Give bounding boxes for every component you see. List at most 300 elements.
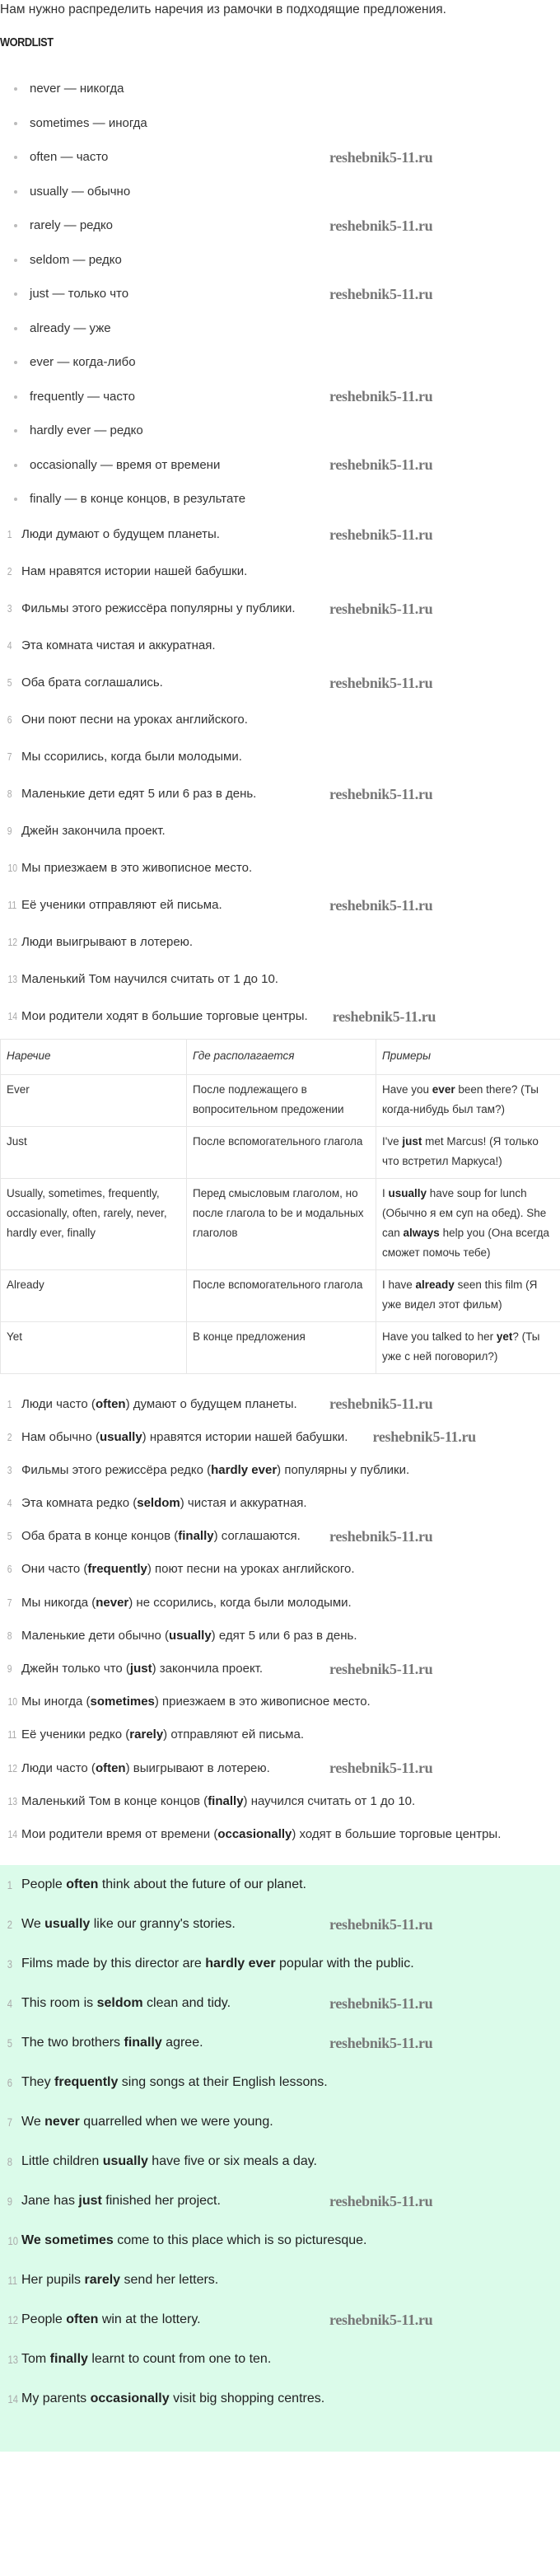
item-text: [21, 1592, 352, 1614]
text-segment: ) поют песни на уроках английского.: [147, 1562, 355, 1577]
bold-adverb: just: [78, 2194, 102, 2209]
text-segment: ) выигрывают в лотерею.: [125, 1760, 270, 1775]
item-number: 5: [7, 1530, 12, 1543]
wordlist-item-label: finally — в конце концов, в результате: [30, 492, 246, 506]
cell-example: [376, 1321, 560, 1373]
item-number: 14: [7, 1010, 18, 1022]
answer-item: [0, 2023, 560, 2063]
bold-adverb: never: [44, 2115, 80, 2130]
text-segment: Мы никогда (: [21, 1595, 96, 1610]
item-text: Нам нравятся истории нашей бабушки.: [21, 564, 248, 578]
item-number: 11: [7, 2274, 18, 2288]
item-text: [21, 1690, 371, 1713]
watermark: reshebnik5-11.ru: [329, 2312, 433, 2329]
item-number: 4: [7, 1497, 12, 1510]
text-segment: I have: [382, 1278, 416, 1291]
bold-adverb: rarely: [84, 2273, 121, 2288]
item-text: Мои родители ходят в большие торговые центры.: [21, 1009, 308, 1023]
item-text: Её ученики отправляют ей письма.: [21, 898, 222, 912]
item-text: [21, 1757, 270, 1779]
bold-adverb: often: [95, 1760, 126, 1775]
answer-item: [0, 2142, 560, 2181]
item-number: 1: [7, 528, 12, 540]
cell-adverb: Yet: [1, 1321, 187, 1373]
watermark: reshebnik5-11.ru: [329, 1396, 433, 1412]
item-number: 13: [7, 1794, 18, 1807]
item-number: 5: [7, 676, 12, 689]
watermark: reshebnik5-11.ru: [329, 601, 433, 617]
item-text: [21, 2073, 328, 2092]
cell-position: После вспомогательного глагола: [187, 1126, 376, 1178]
text-segment: visit big shopping centres.: [169, 2391, 325, 2406]
wordlist-item: [0, 175, 560, 209]
cell-adverb: Already: [1, 1269, 187, 1321]
task-sentence: [0, 739, 560, 776]
watermark: reshebnik5-11.ru: [329, 456, 433, 473]
translation-item: [0, 1751, 560, 1784]
bold-adverb: finally: [208, 1793, 244, 1808]
bullet-icon: [14, 327, 17, 330]
text-segment: have soup for lunch (Обычно я ем суп на обед). She can: [382, 1186, 547, 1239]
wordlist-item: [0, 380, 560, 414]
text-segment: Оба брата в конце концов (: [21, 1529, 179, 1544]
text-segment: finished her project.: [101, 2194, 221, 2209]
item-number: 7: [7, 2115, 13, 2130]
text-segment: agree.: [161, 2036, 203, 2050]
table-row: [1, 1126, 560, 1178]
text-segment: My parents: [21, 2391, 91, 2406]
text-segment: Эта комната редко (: [21, 1496, 138, 1511]
item-number: 6: [7, 2076, 13, 2090]
bold-adverb: always: [403, 1226, 440, 1239]
item-text: [21, 2153, 317, 2171]
bullet-icon: [14, 498, 17, 501]
translation-list: [0, 1387, 560, 1851]
bullet-icon: [14, 429, 17, 432]
text-segment: ) едят 5 или 6 раз в день.: [211, 1628, 357, 1643]
item-number: 1: [7, 1878, 13, 1892]
bullet-icon: [14, 292, 17, 296]
task-sentence: [0, 702, 560, 739]
item-number: 14: [7, 2392, 19, 2406]
bold-adverb: usually: [44, 1917, 91, 1932]
text-segment: This room is: [21, 1996, 97, 2011]
bullet-icon: [14, 395, 17, 399]
bold-adverb: frequently: [87, 1562, 147, 1577]
text-segment: We: [21, 2115, 45, 2130]
cell-position: После подлежащего в вопросительном предожении: [187, 1074, 376, 1126]
translation-item: [0, 1586, 560, 1619]
wordlist-item-label: rarely — редко: [30, 218, 114, 232]
item-number: 10: [7, 2234, 19, 2248]
item-text: [21, 1558, 355, 1580]
item-text: Джейн закончила проект.: [21, 824, 166, 838]
wordlist-item: [0, 277, 560, 311]
translation-item: [0, 1817, 560, 1850]
table-row: [1, 1074, 560, 1126]
task-sentence: [0, 628, 560, 665]
answer-item: [0, 1984, 560, 2023]
task-sentence: [0, 887, 560, 924]
wordlist-item-label: ever — когда-либо: [30, 355, 136, 369]
bold-adverb: usually: [168, 1628, 212, 1643]
header-position: Где располагается: [187, 1039, 376, 1074]
wordlist-item-label: already — уже: [30, 320, 111, 335]
bold-adverb: sometimes: [90, 1695, 155, 1709]
watermark: reshebnik5-11.ru: [329, 786, 433, 802]
wordlist-item-label: frequently — часто: [30, 389, 135, 404]
text-segment: like our granny's stories.: [90, 1917, 236, 1932]
bold-adverb: usually: [102, 2154, 148, 2169]
answer-item: [0, 2102, 560, 2142]
text-segment: come to this place which is so picturesque.: [113, 2233, 367, 2248]
item-text: [21, 2113, 273, 2131]
text-segment: Они часто (: [21, 1562, 88, 1577]
item-text: [21, 1393, 297, 1415]
answer-item: [0, 2340, 560, 2379]
wordlist-item-label: often — часто: [30, 150, 109, 164]
text-segment: think about the future of our planet.: [98, 1877, 306, 1892]
table-header-row: [1, 1039, 560, 1074]
bold-adverb: just: [402, 1134, 422, 1148]
text-segment: ) думают о будущем планеты.: [125, 1396, 297, 1411]
bullet-icon: [14, 156, 17, 159]
table-row: [1, 1178, 560, 1269]
bold-adverb: already: [415, 1278, 455, 1291]
item-text: [21, 1459, 409, 1481]
adverb-position-table: [0, 1039, 560, 1374]
bold-adverb: finally: [124, 2036, 162, 2050]
translation-item: [0, 1519, 560, 1552]
wordlist-item: [0, 208, 560, 243]
bold-adverb: occasionally: [90, 2391, 170, 2406]
item-number: 14: [7, 1827, 18, 1840]
bold-adverb: finally: [49, 2352, 88, 2367]
item-number: 7: [7, 1596, 12, 1609]
wordlist-item: [0, 448, 560, 483]
text-segment: Маленькие дети обычно (: [21, 1628, 169, 1643]
watermark: reshebnik5-11.ru: [329, 1660, 433, 1677]
wordlist-item: [0, 311, 560, 346]
translation-item: [0, 1387, 560, 1420]
text-segment: Люди часто (: [21, 1760, 96, 1775]
cell-position: После вспомогательного глагола: [187, 1269, 376, 1321]
translation-item: [0, 1619, 560, 1652]
text-segment: Мы иногда (: [21, 1695, 91, 1709]
bold-adverb: occasionally: [217, 1826, 292, 1841]
text-segment: send her letters.: [120, 2273, 219, 2288]
wordlist-item: [0, 243, 560, 278]
bold-adverb: often: [66, 1877, 99, 1892]
bullet-icon: [14, 87, 17, 91]
answer-item: [0, 2379, 560, 2419]
watermark: reshebnik5-11.ru: [329, 526, 433, 543]
bold-adverb: seldom: [96, 1996, 143, 2011]
text-segment: ) ходят в большие торговые центры.: [292, 1826, 502, 1841]
cell-adverb: Usually, sometimes, frequently, occasionally, often, rarely, never, hardly ever, finally: [1, 1178, 187, 1269]
bold-adverb: often: [66, 2312, 99, 2327]
answer-item: [0, 1905, 560, 1944]
wordlist-item-label: seldom — редко: [30, 252, 122, 267]
wordlist-item-label: sometimes — иногда: [30, 115, 147, 130]
item-number: 13: [7, 973, 18, 985]
cell-adverb: Ever: [1, 1074, 187, 1126]
wordlist-item: [0, 106, 560, 141]
translation-item: [0, 1552, 560, 1585]
text-segment: ) нравятся истории нашей бабушки.: [142, 1429, 348, 1444]
bold-adverb: We sometimes: [21, 2233, 114, 2248]
translation-item: [0, 1784, 560, 1817]
item-text: [21, 1426, 348, 1448]
text-segment: ) закончила проект.: [152, 1662, 264, 1676]
task-sentence: [0, 850, 560, 887]
translation-item: [0, 1652, 560, 1685]
item-number: 3: [7, 602, 12, 615]
item-text: [21, 2232, 366, 2250]
text-segment: I: [382, 1186, 389, 1199]
text-segment: Джейн только что (: [21, 1662, 130, 1676]
item-text: [21, 1994, 231, 2013]
text-segment: They: [21, 2075, 55, 2090]
item-number: 8: [7, 788, 12, 800]
answer-item: [0, 2181, 560, 2221]
item-number: 9: [7, 1662, 12, 1675]
watermark: reshebnik5-11.ru: [329, 1916, 433, 1933]
bold-adverb: finally: [178, 1529, 214, 1544]
text-segment: ) приезжаем в это живописное место.: [154, 1695, 371, 1709]
item-number: 9: [7, 2195, 13, 2209]
item-text: Фильмы этого режиссёра популярны у публики.: [21, 601, 296, 615]
text-segment: Её ученики редко (: [21, 1727, 130, 1742]
watermark: reshebnik5-11.ru: [329, 2035, 433, 2052]
item-text: [21, 1492, 307, 1514]
bullet-icon: [14, 259, 17, 262]
wordlist-item: [0, 72, 560, 106]
text-segment: Мои родители время от времени (: [21, 1826, 218, 1841]
header-adverb: Наречие: [1, 1039, 187, 1074]
task-sentence: [0, 998, 560, 1036]
item-text: Люди выигрывают в лотерею.: [21, 935, 194, 949]
item-text: [21, 1657, 263, 1680]
bold-adverb: often: [95, 1396, 126, 1411]
watermark: reshebnik5-11.ru: [329, 285, 433, 302]
answer-item: [0, 2260, 560, 2300]
item-number: 1: [7, 1397, 12, 1410]
item-number: 7: [7, 750, 12, 763]
wordlist-item: [0, 140, 560, 175]
watermark: reshebnik5-11.ru: [329, 2193, 433, 2210]
cell-position: Перед смысловым глаголом, но после глагола to be и модальных глаголов: [187, 1178, 376, 1269]
text-segment: People: [21, 1877, 67, 1892]
item-number: 3: [7, 1957, 13, 1971]
cell-example: [376, 1074, 560, 1126]
bullet-icon: [14, 122, 17, 125]
bullet-icon: [14, 190, 17, 194]
text-segment: Маленький Том в конце концов (: [21, 1793, 208, 1808]
text-segment: Tom: [21, 2352, 50, 2367]
item-text: [21, 2271, 218, 2289]
item-number: 12: [7, 1761, 18, 1774]
task-sentence: [0, 961, 560, 998]
task-sentence: [0, 924, 560, 961]
task-sentence: [0, 517, 560, 554]
bullet-icon: [14, 361, 17, 364]
item-number: 12: [7, 2313, 19, 2327]
cell-example: [376, 1269, 560, 1321]
watermark: reshebnik5-11.ru: [329, 1527, 433, 1545]
item-text: [21, 2390, 324, 2408]
text-segment: ) отправляют ей письма.: [163, 1727, 305, 1742]
text-segment: help you (Она всегда сможет помочь тебе): [382, 1226, 550, 1259]
translation-item: [0, 1420, 560, 1453]
text-segment: ) популярны у публики.: [277, 1462, 410, 1477]
header-examples: Примеры: [376, 1039, 560, 1074]
wordlist-item-label: hardly ever — редко: [30, 423, 143, 437]
translation-item: [0, 1718, 560, 1751]
bullet-icon: [14, 224, 17, 227]
item-number: 5: [7, 2036, 13, 2050]
watermark: reshebnik5-11.ru: [372, 1428, 476, 1446]
text-segment: Jane has: [21, 2194, 79, 2209]
cell-example: [376, 1178, 560, 1269]
item-text: [21, 2034, 203, 2052]
answer-item: [0, 1865, 560, 1905]
item-text: [21, 1876, 306, 1894]
item-text: Люди думают о будущем планеты.: [21, 527, 220, 541]
item-number: 4: [7, 1997, 13, 2011]
bold-adverb: just: [129, 1662, 152, 1676]
text-segment: Little children: [21, 2154, 103, 2169]
task-sentence: [0, 591, 560, 628]
watermark: reshebnik5-11.ru: [329, 675, 433, 691]
bold-adverb: usually: [99, 1429, 142, 1444]
text-segment: win at the lottery.: [98, 2312, 201, 2327]
item-number: 2: [7, 565, 12, 577]
answer-item: [0, 1944, 560, 1984]
item-number: 8: [7, 2155, 13, 2169]
item-text: Мы приезжаем в это живописное место.: [21, 861, 253, 875]
item-text: [21, 2311, 201, 2329]
text-segment: ) соглашаются.: [213, 1529, 301, 1544]
cell-position: В конце предложения: [187, 1321, 376, 1373]
watermark: reshebnik5-11.ru: [329, 1995, 433, 2013]
translation-item: [0, 1453, 560, 1486]
item-text: [21, 2350, 271, 2368]
text-segment: Фильмы этого режиссёра редко (: [21, 1462, 212, 1477]
watermark: reshebnik5-11.ru: [329, 1760, 433, 1777]
text-segment: Her pupils: [21, 2273, 85, 2288]
task-sentence-list: [0, 517, 560, 1036]
item-text: Они поют песни на уроках английского.: [21, 713, 248, 727]
cell-adverb: Just: [1, 1126, 187, 1178]
bold-adverb: usually: [388, 1186, 427, 1199]
item-text: [21, 1525, 301, 1547]
translation-item: [0, 1486, 560, 1519]
text-segment: Нам обычно (: [21, 1429, 100, 1444]
item-number: 10: [7, 862, 18, 874]
task-sentence: [0, 813, 560, 850]
answer-list: [0, 1865, 560, 2419]
text-segment: I've: [382, 1134, 403, 1148]
cell-example: [376, 1126, 560, 1178]
item-number: 2: [7, 1918, 13, 1932]
bold-adverb: frequently: [54, 2075, 119, 2090]
text-segment: The two brothers: [21, 2036, 124, 2050]
wordlist-item-label: just — только что: [30, 287, 129, 301]
item-number: 9: [7, 825, 12, 837]
task-sentence: [0, 554, 560, 591]
text-segment: Have you talked to her: [382, 1330, 497, 1343]
answer-item: [0, 2221, 560, 2260]
table-row: [1, 1269, 560, 1321]
item-number: 11: [7, 899, 17, 911]
item-number: 6: [7, 713, 12, 726]
answer-item: [0, 2300, 560, 2340]
item-text: Маленький Том научился считать от 1 до 10.: [21, 972, 278, 986]
text-segment: been there? (Ты когда-нибудь был там?): [382, 1082, 539, 1115]
watermark: reshebnik5-11.ru: [329, 897, 433, 914]
text-segment: ) чистая и аккуратная.: [180, 1496, 307, 1511]
wordlist: [0, 72, 560, 517]
wordlist-item: [0, 482, 560, 517]
table-row: [1, 1321, 560, 1373]
text-segment: met Marcus! (Я только что встретил Маркуса!): [382, 1134, 539, 1167]
text-segment: People: [21, 2312, 67, 2327]
bold-adverb: yet: [496, 1330, 513, 1343]
item-number: 4: [7, 639, 12, 652]
bold-adverb: never: [96, 1595, 129, 1610]
answer-item: [0, 2063, 560, 2102]
item-text: Эта комната чистая и аккуратная.: [21, 638, 216, 652]
wordlist-title: WORDLIST: [0, 35, 54, 49]
item-text: [21, 1823, 501, 1845]
text-segment: have five or six meals a day.: [147, 2154, 317, 2169]
item-text: [21, 1955, 414, 1973]
watermark: reshebnik5-11.ru: [329, 217, 433, 234]
bold-adverb: hardly ever: [205, 1957, 276, 1971]
wordlist-item-label: never — никогда: [30, 82, 124, 96]
bold-adverb: ever: [432, 1082, 455, 1096]
item-text: [21, 1625, 357, 1647]
intro-text: Нам нужно распределить наречия из рамочки в подходящие предложения.: [0, 2, 446, 16]
wordlist-item: [0, 345, 560, 380]
wordlist-item-label: usually — обычно: [30, 184, 131, 199]
task-sentence: [0, 776, 560, 813]
item-text: Маленькие дети едят 5 или 6 раз в день.: [21, 787, 257, 801]
watermark: reshebnik5-11.ru: [329, 148, 433, 166]
item-number: 12: [7, 936, 18, 948]
text-segment: ) не ссорились, когда были молодыми.: [128, 1595, 352, 1610]
bold-adverb: hardly ever: [211, 1462, 278, 1477]
item-number: 10: [7, 1695, 18, 1709]
watermark: reshebnik5-11.ru: [329, 388, 433, 404]
item-number: 13: [7, 2353, 19, 2367]
bold-adverb: rarely: [129, 1727, 164, 1742]
text-segment: ) научился считать от 1 до 10.: [243, 1793, 416, 1808]
task-sentence: [0, 665, 560, 702]
item-text: [21, 1915, 236, 1933]
item-text: Мы ссорились, когда были молодыми.: [21, 750, 242, 764]
text-segment: popular with the public.: [275, 1957, 414, 1971]
translation-item: [0, 1685, 560, 1718]
item-text: [21, 1790, 415, 1812]
text-segment: ? (Ты уже с ней поговорил?): [382, 1330, 540, 1363]
bullet-icon: [14, 464, 17, 467]
item-number: 2: [7, 1430, 12, 1443]
item-text: Оба брата соглашались.: [21, 676, 163, 690]
text-segment: Люди часто (: [21, 1396, 96, 1411]
bold-adverb: seldom: [137, 1496, 180, 1511]
